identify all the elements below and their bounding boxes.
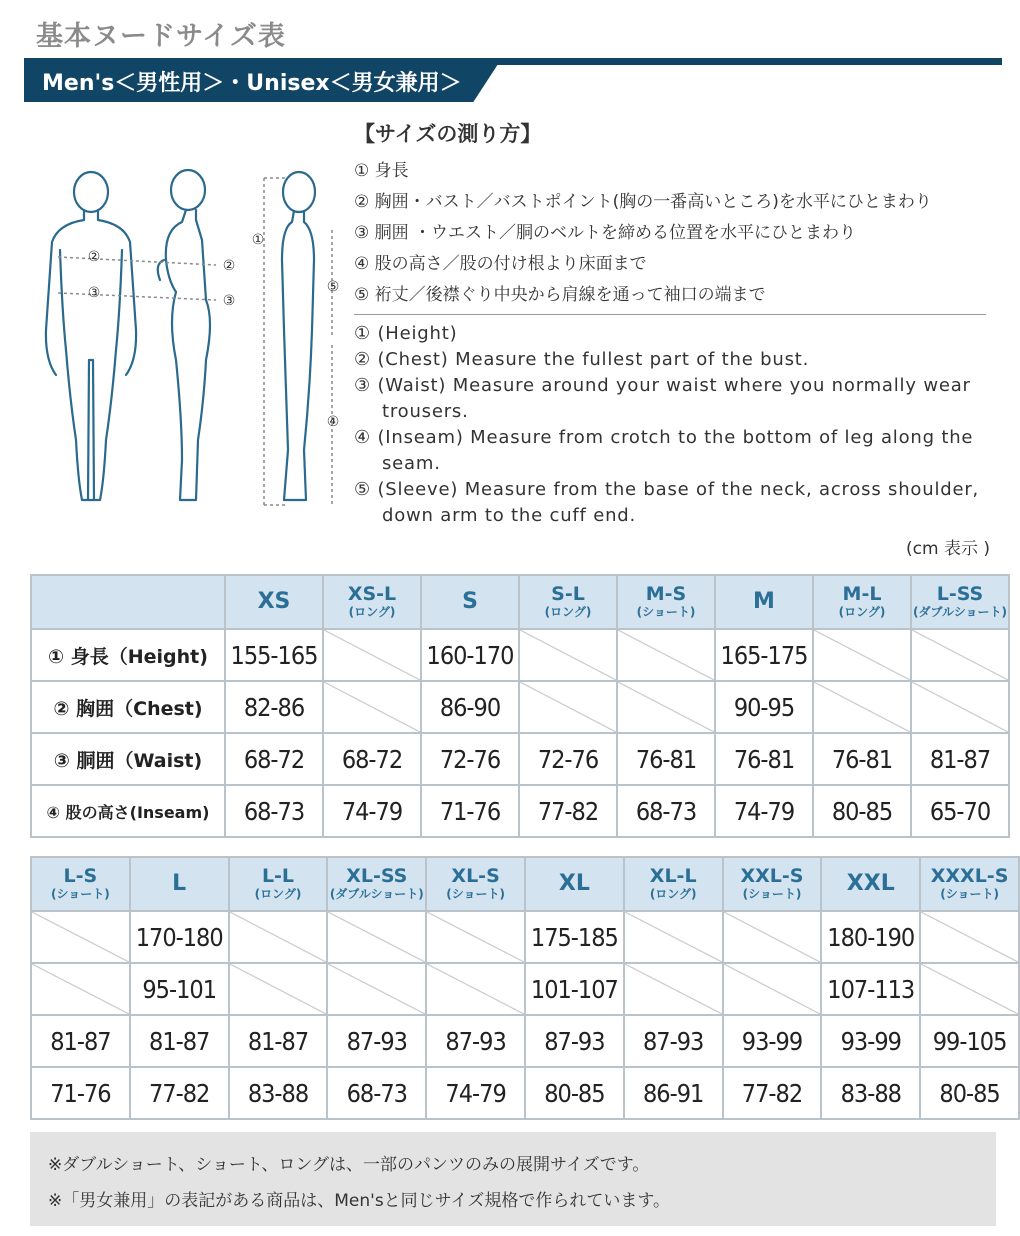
size-code: XXL-S xyxy=(740,865,804,887)
size-code: M xyxy=(753,589,775,614)
row-label: ① 身長（Height) xyxy=(31,629,225,681)
size-value: 77-82 xyxy=(723,1067,822,1119)
size-header xyxy=(327,857,426,911)
size-header xyxy=(421,575,519,629)
divider xyxy=(354,314,986,315)
size-header xyxy=(426,857,525,911)
size-variant: (ショート) xyxy=(51,887,110,901)
not-applicable-cell xyxy=(813,629,911,681)
size-header xyxy=(723,857,822,911)
en-instruction: ③ (Waist) Measure around your waist where you normally wear trousers. xyxy=(354,375,971,422)
size-header xyxy=(525,857,624,911)
size-code: L-L xyxy=(261,865,295,887)
size-value: 86-91 xyxy=(624,1067,723,1119)
size-value: 155-165 xyxy=(225,629,323,681)
size-value: 76-81 xyxy=(617,733,715,785)
size-value: 81-87 xyxy=(130,1015,229,1067)
jp-instruction: ① 身長 xyxy=(354,161,409,181)
size-value: 87-93 xyxy=(426,1015,525,1067)
size-variant: (ショート) xyxy=(742,887,802,901)
size-header xyxy=(715,575,813,629)
size-header xyxy=(130,857,229,911)
marker-height: ① xyxy=(251,232,265,248)
size-value: 90-95 xyxy=(715,681,813,733)
front-figure-outline xyxy=(46,172,136,500)
profile-figure-outline xyxy=(282,172,315,500)
not-applicable-cell xyxy=(323,681,421,733)
not-applicable-cell xyxy=(617,629,715,681)
size-value: 87-93 xyxy=(624,1015,723,1067)
table-row xyxy=(31,629,1009,681)
size-value: 95-101 xyxy=(130,963,229,1015)
size-value: 74-79 xyxy=(426,1067,525,1119)
size-value: 76-81 xyxy=(715,733,813,785)
not-applicable-cell xyxy=(426,963,525,1015)
not-applicable-cell xyxy=(229,911,328,963)
size-variant: (ロング) xyxy=(544,605,592,619)
size-value: 175-185 xyxy=(525,911,624,963)
size-code: XXL xyxy=(846,871,895,896)
en-instruction: ① (Height) xyxy=(354,323,458,344)
size-header xyxy=(813,575,911,629)
not-applicable-cell xyxy=(911,681,1009,733)
measurement-guide xyxy=(354,118,994,529)
not-applicable-cell xyxy=(813,681,911,733)
notes-box xyxy=(30,1132,996,1226)
measurement-heading: 【サイズの測り方】 xyxy=(354,122,542,146)
size-code: M-S xyxy=(645,583,687,605)
marker-waist-front: ③ xyxy=(87,285,101,301)
size-table-2 xyxy=(30,856,1020,1120)
marker-sleeve: ⑤ xyxy=(326,279,340,295)
jp-instruction: ④ 股の高さ／股の付け根より床面まで xyxy=(354,254,647,274)
guide-lines xyxy=(58,178,332,505)
banner-title: Men's＜男性用＞・Unisex＜男女兼用＞ xyxy=(42,71,462,96)
table-row xyxy=(31,733,1009,785)
size-variant: (ダブルショート) xyxy=(329,887,424,901)
header-corner xyxy=(31,575,225,629)
size-value: 81-87 xyxy=(229,1015,328,1067)
size-value: 74-79 xyxy=(323,785,421,837)
size-variant: (ロング) xyxy=(649,887,697,901)
size-code: XXXL-S xyxy=(930,865,1009,887)
size-variant: (ロング) xyxy=(348,605,396,619)
size-variant: (ロング) xyxy=(254,887,302,901)
size-value: 93-99 xyxy=(821,1015,920,1067)
size-variant: (ショート) xyxy=(446,887,505,901)
size-value: 83-88 xyxy=(229,1067,328,1119)
size-value: 83-88 xyxy=(821,1067,920,1119)
not-applicable-cell xyxy=(519,681,617,733)
not-applicable-cell xyxy=(323,629,421,681)
size-value: 68-73 xyxy=(327,1067,426,1119)
table-row xyxy=(31,785,1009,837)
side-figure-outline xyxy=(158,170,210,500)
unit-note: (cm 表示 ) xyxy=(906,539,990,559)
row-label: ③ 胴囲（Waist) xyxy=(31,733,225,785)
size-value: 68-72 xyxy=(225,733,323,785)
size-value: 68-73 xyxy=(617,785,715,837)
size-variant: (ロング) xyxy=(838,605,886,619)
not-applicable-cell xyxy=(426,911,525,963)
not-applicable-cell xyxy=(31,963,130,1015)
not-applicable-cell xyxy=(327,963,426,1015)
size-code: S xyxy=(462,589,478,614)
size-code: XL-SS xyxy=(346,865,408,887)
size-value: 81-87 xyxy=(31,1015,130,1067)
size-code: S-L xyxy=(551,583,585,605)
en-instruction: ④ (Inseam) Measure from crotch to the bottom of leg along the seam. xyxy=(354,427,974,474)
size-value: 87-93 xyxy=(327,1015,426,1067)
size-value: 72-76 xyxy=(519,733,617,785)
not-applicable-cell xyxy=(327,911,426,963)
size-code: XS xyxy=(257,589,291,614)
not-applicable-cell xyxy=(920,911,1019,963)
size-value: 77-82 xyxy=(519,785,617,837)
size-code: L-SS xyxy=(936,583,984,605)
note-line: ※ダブルショート、ショート、ロングは、一部のパンツのみの展開サイズです。 xyxy=(48,1155,650,1175)
not-applicable-cell xyxy=(31,911,130,963)
size-value: 80-85 xyxy=(525,1067,624,1119)
size-header xyxy=(920,857,1019,911)
en-instruction: ② (Chest) Measure the fullest part of the bust. xyxy=(354,349,810,370)
size-value: 93-99 xyxy=(723,1015,822,1067)
size-header xyxy=(229,857,328,911)
table-row xyxy=(31,1067,1019,1119)
size-variant: (ショート) xyxy=(636,605,696,619)
not-applicable-cell xyxy=(624,963,723,1015)
table-row xyxy=(31,1015,1019,1067)
size-value: 107-113 xyxy=(821,963,920,1015)
section-banner xyxy=(24,58,1002,102)
size-value: 170-180 xyxy=(130,911,229,963)
size-value: 180-190 xyxy=(821,911,920,963)
size-value: 68-72 xyxy=(323,733,421,785)
size-header xyxy=(519,575,617,629)
size-value: 77-82 xyxy=(130,1067,229,1119)
size-header xyxy=(911,575,1009,629)
size-value: 80-85 xyxy=(813,785,911,837)
size-value: 74-79 xyxy=(715,785,813,837)
size-value: 65-70 xyxy=(911,785,1009,837)
not-applicable-cell xyxy=(519,629,617,681)
size-value: 72-76 xyxy=(421,733,519,785)
not-applicable-cell xyxy=(229,963,328,1015)
marker-chest-front: ② xyxy=(87,249,101,265)
size-value: 86-90 xyxy=(421,681,519,733)
row-label: ④ 股の高さ(Inseam) xyxy=(31,785,225,837)
size-value: 68-73 xyxy=(225,785,323,837)
size-code: XL xyxy=(558,871,590,896)
row-label: ② 胸囲（Chest) xyxy=(31,681,225,733)
size-code: XL-L xyxy=(649,865,697,887)
size-header xyxy=(323,575,421,629)
marker-chest-side: ② xyxy=(222,258,236,274)
not-applicable-cell xyxy=(920,963,1019,1015)
size-variant: (ダブルショート) xyxy=(913,605,1007,619)
size-header xyxy=(617,575,715,629)
en-instruction: ⑤ (Sleeve) Measure from the base of the neck, across shoulder, down arm to the cuff end. xyxy=(354,479,980,526)
size-value: 101-107 xyxy=(525,963,624,1015)
size-value: 82-86 xyxy=(225,681,323,733)
size-variant: (ショート) xyxy=(940,887,999,901)
table-row xyxy=(31,681,1009,733)
table-row xyxy=(31,963,1019,1015)
marker-waist-side: ③ xyxy=(222,293,236,309)
size-code: M-L xyxy=(842,583,882,605)
size-header xyxy=(821,857,920,911)
size-code: XS-L xyxy=(347,583,397,605)
size-value: 76-81 xyxy=(813,733,911,785)
not-applicable-cell xyxy=(624,911,723,963)
size-value: 71-76 xyxy=(31,1067,130,1119)
size-code: L xyxy=(172,871,187,896)
jp-instruction: ② 胸囲・バスト／バストポイント(胸の一番高いところ)を水平にひとまわり xyxy=(354,192,932,212)
jp-instruction: ⑤ 裄丈／後襟ぐり中央から肩線を通って袖口の端まで xyxy=(354,285,766,305)
size-header xyxy=(624,857,723,911)
not-applicable-cell xyxy=(723,963,822,1015)
size-code: XL-S xyxy=(451,865,500,887)
note-line: ※「男女兼用」の表記がある商品は、Men'sと同じサイズ規格で作られています。 xyxy=(48,1191,670,1211)
not-applicable-cell xyxy=(911,629,1009,681)
size-value: 71-76 xyxy=(421,785,519,837)
marker-inseam: ④ xyxy=(326,414,340,430)
size-header xyxy=(31,857,130,911)
size-table-1 xyxy=(30,574,1010,838)
not-applicable-cell xyxy=(723,911,822,963)
body-measurement-figures xyxy=(36,160,346,520)
size-value: 165-175 xyxy=(715,629,813,681)
size-value: 160-170 xyxy=(421,629,519,681)
size-value: 87-93 xyxy=(525,1015,624,1067)
page-title: 基本ヌードサイズ表 xyxy=(36,21,286,52)
table-row xyxy=(31,911,1019,963)
not-applicable-cell xyxy=(617,681,715,733)
size-value: 80-85 xyxy=(920,1067,1019,1119)
jp-instruction: ③ 胴囲 ・ウエスト／胴のベルトを締める位置を水平にひとまわり xyxy=(354,223,857,243)
size-code: L-S xyxy=(63,865,98,887)
size-value: 81-87 xyxy=(911,733,1009,785)
size-header xyxy=(225,575,323,629)
size-value: 99-105 xyxy=(920,1015,1019,1067)
